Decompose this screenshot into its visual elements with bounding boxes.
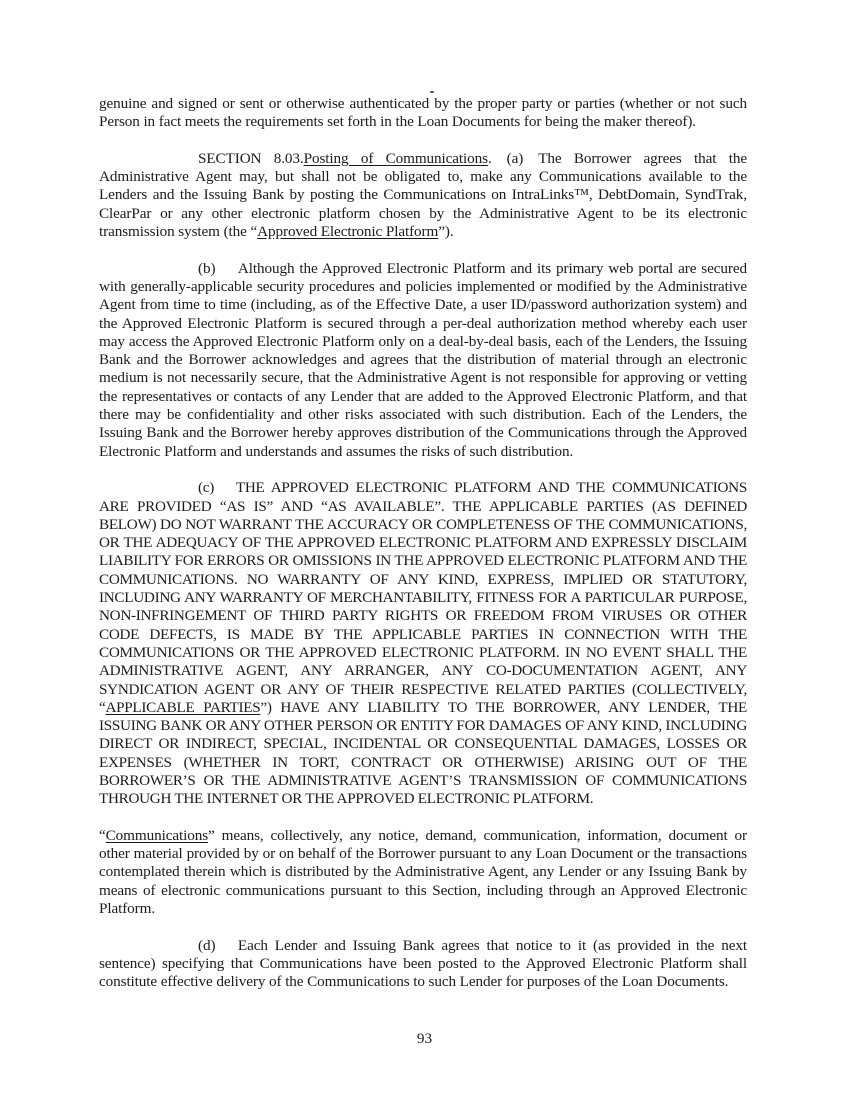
paragraph-section-8-03-c-disclaimer [99,479,747,808]
text-segment: genuine and signed or sent or otherwise authenticated by the proper party or parties (whether or not such Person in fact meets the requirements set forth in the Loan Documents for being the maker thereof). [99,95,747,131]
text-segment: ”). [438,223,454,241]
paragraph-section-8-03-d [99,937,747,992]
text-segment: ”) HAVE ANY LIABILITY TO THE BORROWER, ANY LENDER, THE ISSUING BANK OR ANY OTHER PERSON OR ENTITY FOR DAMAGES OF ANY KIND, INCLUDING DIRECT OR INDIRECT, SPECIAL, INCIDENTAL OR CONSEQUENTIAL DAMAGES, LOSSES OR EXPENSES (WHETHER IN TORT, CONTRACT OR OTHERWISE) ARISING OUT OF THE BORROWER’S OR THE ADMINISTRATIVE AGENT’S TRANSMISSION OF COMMUNICATIONS THROUGH THE INTERNET OR THE APPROVED ELECTRONIC PLATFORM. [99,698,748,808]
underlined-term: Approved Electronic Platform [257,223,439,241]
text-segment: SECTION 8.03. [198,149,304,167]
page-number: 93 [416,1030,433,1047]
paragraph-continuation-prior-page [99,95,747,132]
text-segment: . (a) The Borrower agrees that the Administrative Agent may, but shall not be obligated to, make any Communications available to the Lenders and the Issuing Bank by posting the Communications on IntraLinks™, DebtDomain, SyndTrak, ClearPar or any other electronic platform chosen by the Administrative Agent to be its electronic transmission system (the “ [99,149,747,241]
paragraph-section-8-03-b [99,260,747,461]
text-segment: (c) THE APPROVED ELECTRONIC PLATFORM AND THE COMMUNICATIONS ARE PROVIDED “AS IS” AND “AS AVAILABLE”. THE APPLICABLE PARTIES (AS DEFINED BELOW) DO NOT WARRANT THE ACCURACY OR COMPLETENESS OF THE COMMUNICATIONS, OR THE ADEQUACY OF THE APPROVED ELECTRONIC PLATFORM AND EXPRESSLY DISCLAIM LIABILITY FOR ERRORS OR OMISSIONS IN THE APPROVED ELECTRONIC PLATFORM AND THE COMMUNICATIONS. NO WARRANTY OF ANY KIND, EXPRESS, IMPLIED OR STATUTORY, INCLUDING ANY WARRANTY OF MERCHANTABILITY, FITNESS FOR A PARTICULAR PURPOSE, NON-INFRINGEMENT OF THIRD PARTY RIGHTS OR FREEDOM FROM VIRUSES OR OTHER CODE DEFECTS, IS MADE BY THE APPLICABLE PARTIES IN CONNECTION WITH THE COMMUNICATIONS OR THE APPROVED ELECTRONIC PLATFORM. IN NO EVENT SHALL THE ADMINISTRATIVE AGENT, ANY ARRANGER, ANY CO-DOCUMENTATION AGENT, ANY SYNDICATION AGENT OR ANY OF THEIR RESPECTIVE RELATED PARTIES (COLLECTIVELY, “ [99,479,747,716]
paragraph-section-8-03-posting-of-communications-a [99,150,747,241]
text-segment: ” means, collectively, any notice, demand, communication, information, document or other material provided by or on behalf of the Borrower pursuant to any Loan Document or the transactions contemplated therein which is distributed by the Administrative Agent, any Lender or any Issuing Bank by means of electronic communications pursuant to this Section, including through an Approved Electronic Platform. [99,826,747,918]
document-body [99,95,747,992]
text-segment: “ [99,826,106,844]
underlined-term: Posting of Communications [303,149,488,167]
text-segment: (d) Each Lender and Issuing Bank agrees that notice to it (as provided in the next sentence) specifying that Communications have been posted to the Approved Electronic Platform shall constitute effective delivery of the Communications to such Lender for purposes of the Loan Documents. [99,936,747,991]
underlined-term: APPLICABLE PARTIES [105,698,261,716]
paragraph-communications-definition [99,827,747,918]
underlined-term: Communications [105,826,209,844]
text-segment: (b) Although the Approved Electronic Platform and its primary web portal are secured with generally-applicable security procedures and policies implemented or modified by the Administrative Agent from time to time (including, as of the Effective Date, a user ID/password authorization system) and the Approved Electronic Platform is secured through a per-deal authorization method whereby each user may access the Approved Electronic Platform only on a deal-by-deal basis, each of the Lenders, the Issuing Bank and the Borrower acknowledges and agrees that the distribution of material through an electronic medium is not necessarily secure, that the Administrative Agent is not responsible for approving or vetting the representatives or contacts of any Lender that are added to the Approved Electronic Platform, and that there may be confidentiality and other risks associated with such distribution. Each of the Lenders, the Issuing Bank and the Borrower hereby approves distribution of the Communications through the Approved Electronic Platform and understands and assumes the risks of such distribution. [99,259,747,460]
scan-artifact-dot [430,91,434,93]
